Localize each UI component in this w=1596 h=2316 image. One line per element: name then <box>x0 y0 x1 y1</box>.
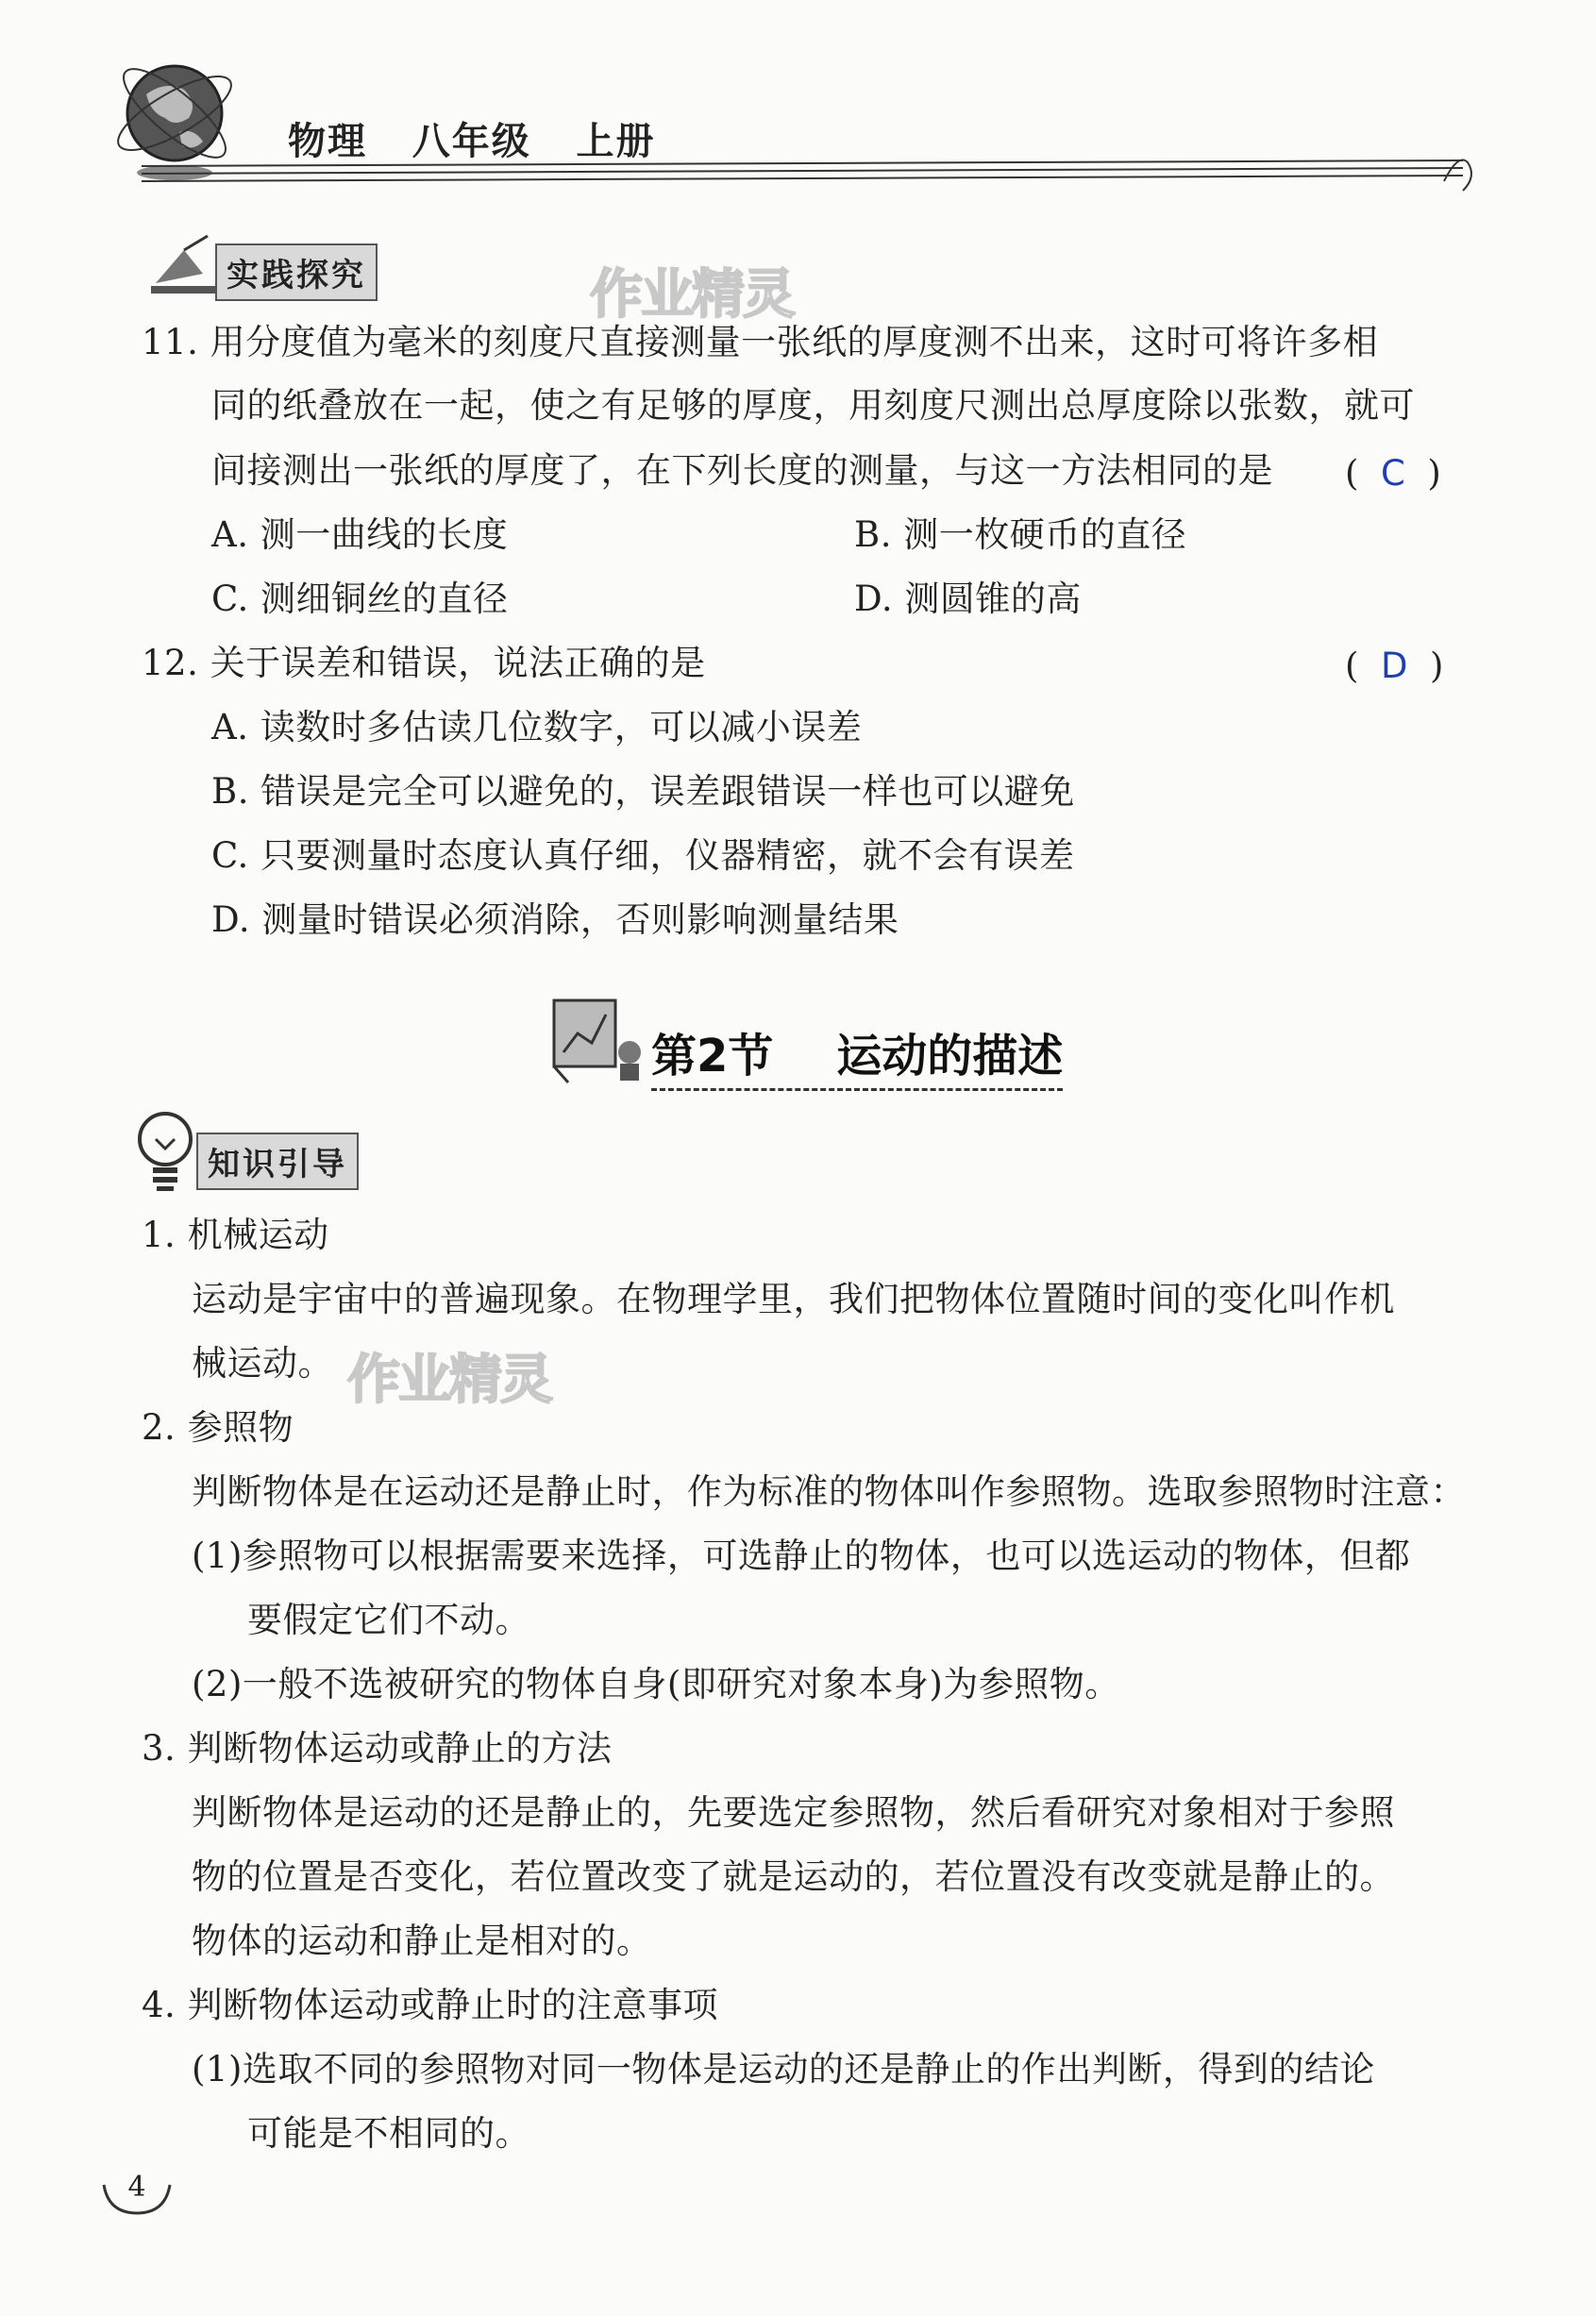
knowledge-text: 物体的运动和静止是相对的。 <box>192 1921 652 1961</box>
knowledge-heading-4: 4. 判断物体运动或静止时的注意事项 <box>142 1985 719 2025</box>
question-11-line-1: 11. 用分度值为毫米的刻度尺直接测量一张纸的厚度测不出来，这时可将许多相 <box>142 322 1379 362</box>
knowledge-heading-1: 1. 机械运动 <box>142 1215 329 1255</box>
knowledge-text: (1)选取不同的参照物对同一物体是运动的还是静止的作出判断，得到的结论 <box>192 2049 1375 2089</box>
knowledge-text: 可能是不相同的。 <box>247 2113 530 2154</box>
question-12-answer: ( D ) <box>1345 646 1444 686</box>
knowledge-heading-3: 3. 判断物体运动或静止的方法 <box>142 1728 613 1769</box>
knowledge-text: 运动是宇宙中的普遍现象。在物理学里，我们把物体位置随时间的变化叫作机 <box>192 1279 1395 1319</box>
header-rule <box>142 153 1482 210</box>
page-number: 4 <box>127 2171 146 2204</box>
answer-letter: C <box>1380 453 1405 494</box>
knowledge-section-tag: 知识引导 <box>196 1133 359 1190</box>
watermark: 作业精灵 <box>347 1350 551 1411</box>
knowledge-text: (1)参照物可以根据需要来选择，可选静止的物体，也可以选运动的物体，但都 <box>192 1536 1411 1576</box>
question-11-line-2: 同的纸叠放在一起，使之有足够的厚度，用刻度尺测出总厚度除以张数，就可 <box>211 385 1415 426</box>
header-title: 物理 八年级 上册 <box>288 120 656 163</box>
question-12-line-1: 12. 关于误差和错误，说法正确的是 <box>142 643 706 683</box>
question-11-option-c: C. 测细铜丝的直径 <box>211 579 509 619</box>
knowledge-text: 械运动。 <box>192 1343 333 1384</box>
answer-letter: D <box>1380 646 1408 686</box>
question-11-option-a: A. 测一曲线的长度 <box>211 514 509 555</box>
question-12-option-b: B. 错误是完全可以避免的，误差跟错误一样也可以避免 <box>211 771 1075 812</box>
question-11-option-b: B. 测一枚硬币的直径 <box>854 514 1187 555</box>
knowledge-text: 判断物体是在运动还是静止时，作为标准的物体叫作参照物。选取参照物时注意： <box>192 1471 1466 1512</box>
knowledge-text: 物的位置是否变化，若位置改变了就是运动的，若位置没有改变就是静止的。 <box>192 1856 1395 1897</box>
knowledge-heading-2: 2. 参照物 <box>142 1407 294 1448</box>
lightbulb-icon <box>132 1109 198 1194</box>
question-12-option-a: A. 读数时多估读几位数字，可以减小误差 <box>211 707 863 747</box>
question-11-option-d: D. 测圆锥的高 <box>854 579 1082 619</box>
knowledge-text: 要假定它们不动。 <box>247 1600 530 1640</box>
practice-section-tag: 实践探究 <box>215 243 378 301</box>
knowledge-text: (2)一般不选被研究的物体自身(即研究对象本身)为参照物。 <box>192 1664 1120 1704</box>
question-12-option-d: D. 测量时错误必须消除，否则影响测量结果 <box>211 899 899 940</box>
satellite-dish-icon <box>146 231 222 297</box>
question-11-line-3: 间接测出一张纸的厚度了，在下列长度的测量，与这一方法相同的是 <box>211 450 1273 491</box>
presentation-board-icon <box>549 996 648 1085</box>
question-11-answer: ( C ) <box>1345 453 1441 494</box>
question-12-option-c: C. 只要测量时态度认真仔细，仪器精密，就不会有误差 <box>211 835 1075 876</box>
knowledge-text: 判断物体是运动的还是静止的，先要选定参照物，然后看研究对象相对于参照 <box>192 1792 1395 1833</box>
watermark: 作业精灵 <box>590 264 794 326</box>
section-title: 第2节 运动的描述 <box>651 1019 1063 1091</box>
